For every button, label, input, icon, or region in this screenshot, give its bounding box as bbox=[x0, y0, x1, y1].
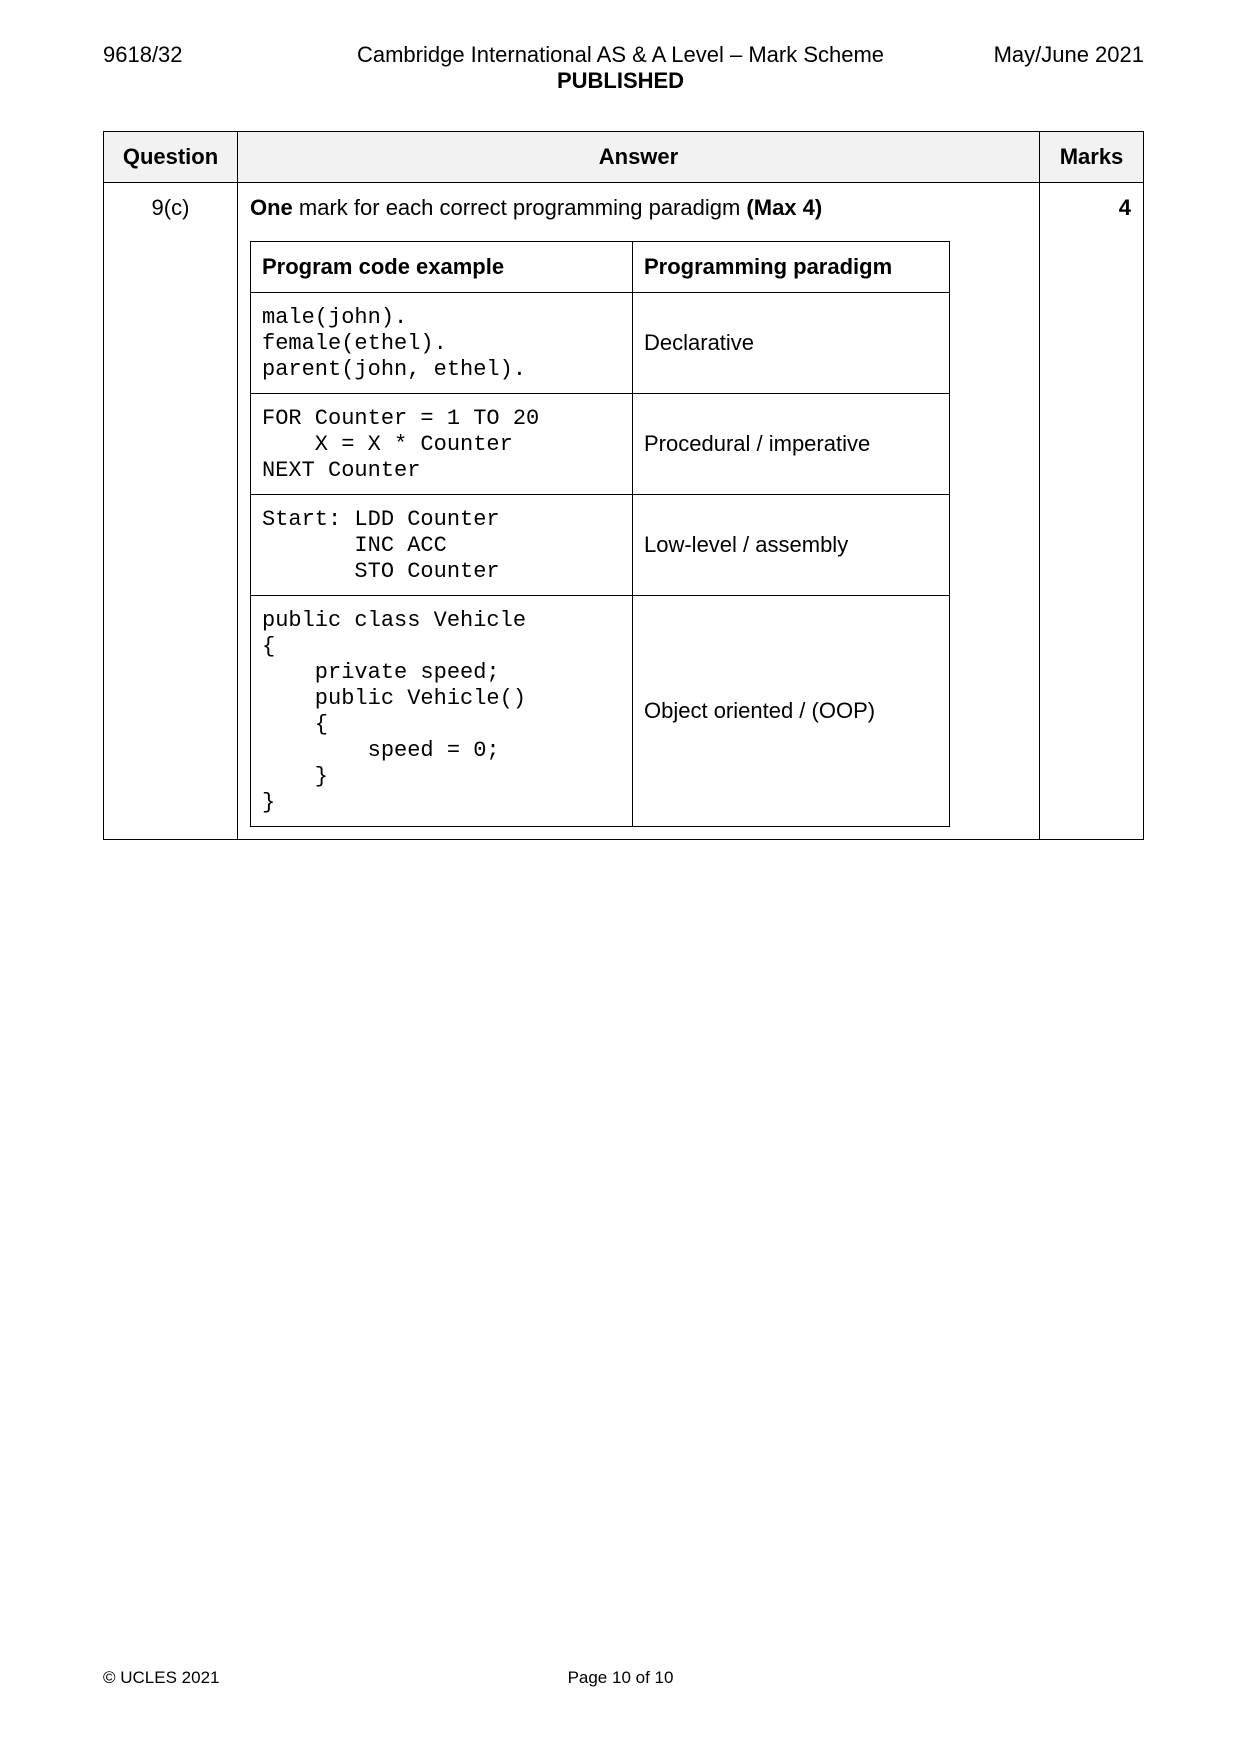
mark-scheme-table bbox=[103, 131, 1144, 840]
answer-header: Answer bbox=[238, 132, 1040, 183]
exam-session: May/June 2021 bbox=[993, 42, 1144, 67]
question-number: 9(c) bbox=[104, 183, 238, 840]
document-title bbox=[200, 42, 1041, 94]
paradigm-name: Object oriented / (OOP) bbox=[633, 596, 950, 827]
title-text: Cambridge International AS & A Level – Mark Scheme bbox=[356, 42, 885, 67]
page-number: Page 10 of 10 bbox=[567, 1668, 674, 1687]
paradigm-header-row bbox=[251, 242, 950, 293]
copyright: © UCLES 2021 bbox=[103, 1668, 220, 1687]
table-header-row bbox=[104, 132, 1144, 183]
published-label: PUBLISHED bbox=[556, 68, 685, 93]
answer-cell bbox=[238, 183, 1040, 840]
paradigm-row bbox=[251, 495, 950, 596]
paradigm-row bbox=[251, 596, 950, 827]
intro-bold-start: One bbox=[250, 195, 293, 220]
answer-intro bbox=[250, 195, 1027, 221]
intro-text: mark for each correct programming paradigm bbox=[292, 195, 747, 220]
code-example-header: Program code example bbox=[251, 242, 633, 293]
code-example: FOR Counter = 1 TO 20 X = X * Counter NEXT Counter bbox=[251, 394, 633, 495]
question-header: Question bbox=[104, 132, 238, 183]
paper-code: 9618/32 bbox=[103, 42, 183, 67]
code-example: male(john). female(ethel). parent(john, ethel). bbox=[251, 293, 633, 394]
paradigm-name: Declarative bbox=[633, 293, 950, 394]
paradigm-header: Programming paradigm bbox=[633, 242, 950, 293]
table-row bbox=[104, 183, 1144, 840]
paradigm-name: Low-level / assembly bbox=[633, 495, 950, 596]
intro-bold-end: (Max 4) bbox=[746, 195, 823, 220]
paradigm-row bbox=[251, 394, 950, 495]
code-example: public class Vehicle { private speed; public Vehicle() { speed = 0; } } bbox=[251, 596, 633, 827]
marks-value: 4 bbox=[1040, 183, 1144, 840]
paradigm-table bbox=[250, 241, 950, 827]
code-example: Start: LDD Counter INC ACC STO Counter bbox=[251, 495, 633, 596]
paradigm-row bbox=[251, 293, 950, 394]
paradigm-name: Procedural / imperative bbox=[633, 394, 950, 495]
marks-header: Marks bbox=[1040, 132, 1144, 183]
